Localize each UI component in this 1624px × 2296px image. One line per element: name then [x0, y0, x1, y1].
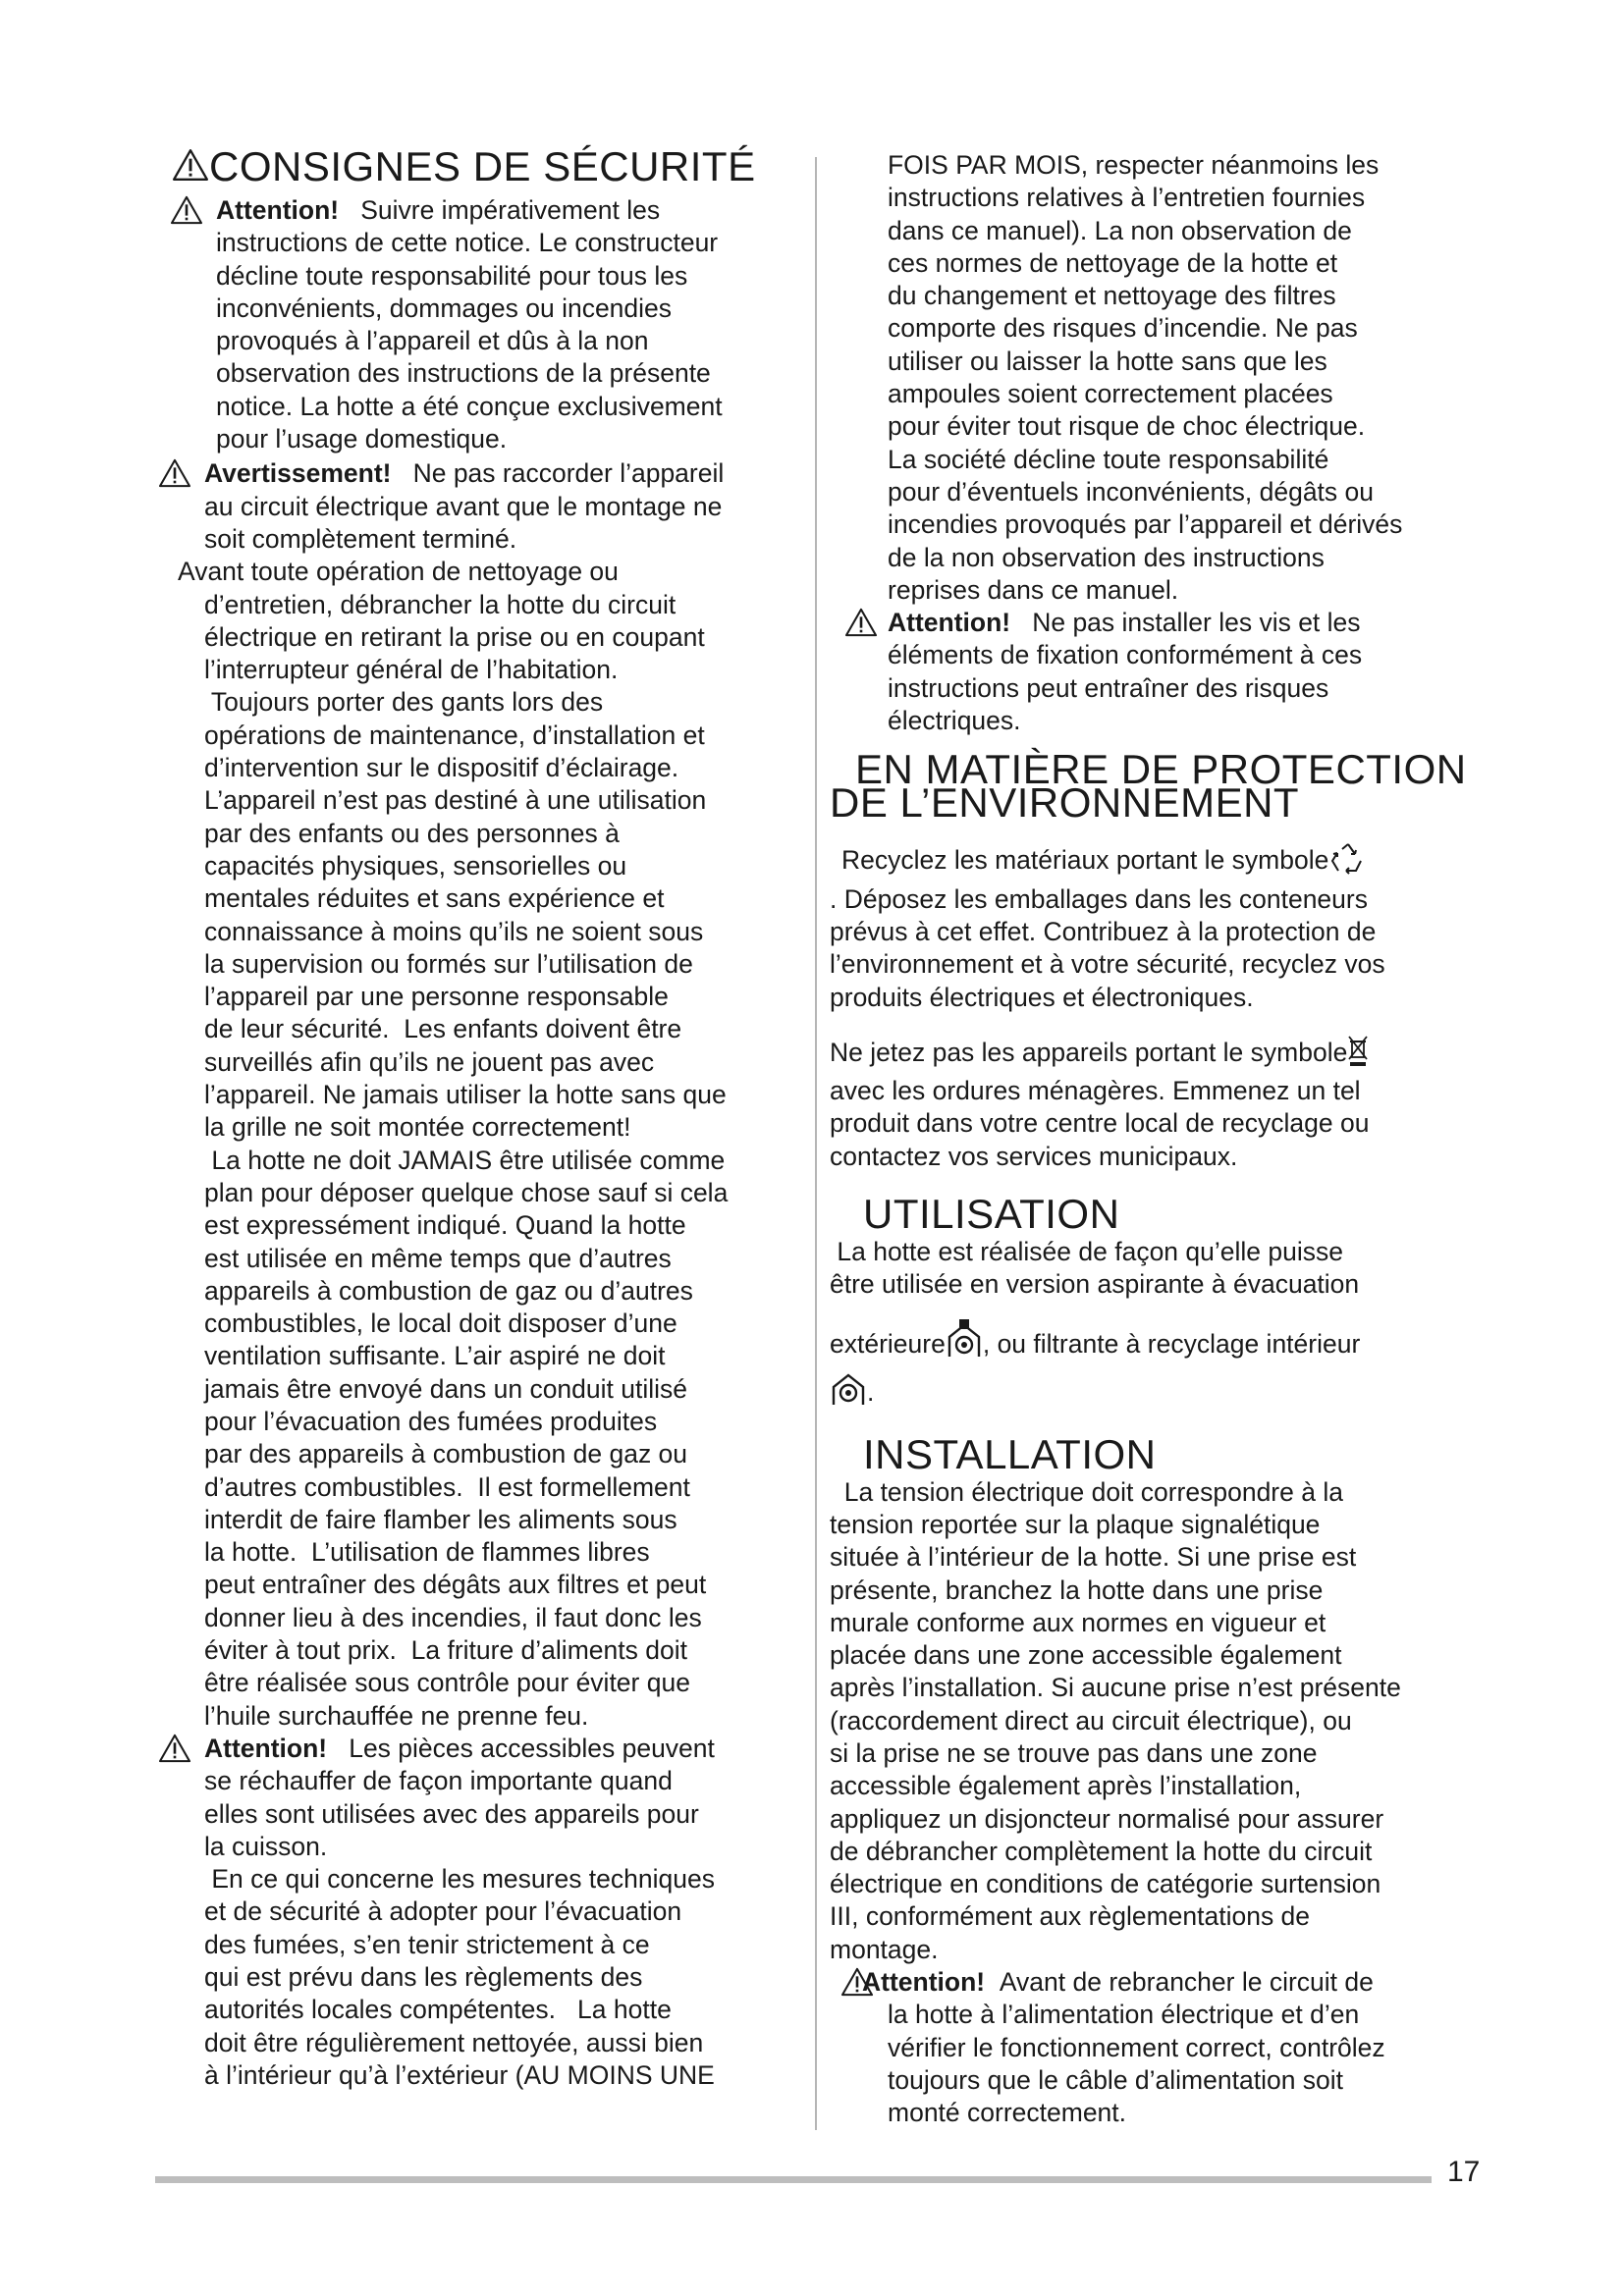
weee-bin-icon: [1347, 1034, 1369, 1075]
text-line: vérifier le fonctionnement correct, contrôlez: [888, 2032, 1385, 2062]
text-line: provoqués à l’appareil et dûs à la non: [216, 326, 649, 356]
text-line: doit être régulièrement nettoyée, aussi bien: [204, 2027, 704, 2057]
text-line: La tension électrique doit correspondre à la: [830, 1476, 1343, 1507]
text-line: électrique en retirant la prise ou en coupant: [204, 621, 705, 652]
text-line: Ne pas installer les vis et les: [1032, 608, 1361, 638]
text-line: présente, branchez la hotte dans une prise: [830, 1575, 1324, 1605]
text-line: la grille ne soit montée correctement!: [204, 1112, 631, 1143]
text-line: se réchauffer de façon importante quand: [204, 1766, 673, 1796]
text-line: comporte des risques d’incendie. Ne pas: [888, 313, 1358, 344]
text-line: reprises dans ce manuel.: [888, 574, 1179, 605]
text-line: pour l’évacuation des fumées produites: [204, 1406, 658, 1436]
text-line: avec les ordures ménagères. Emmenez un tel: [830, 1076, 1361, 1106]
text-line: est expressément indiqué. Quand la hotte: [204, 1210, 686, 1241]
text-line: l’appareil par une personne responsable: [204, 982, 669, 1012]
text-line: pour d’éventuels inconvénients, dégâts ou: [888, 476, 1375, 507]
text-line: d’autres combustibles. Il est formellement: [204, 1471, 690, 1502]
text-line: Avant toute opération de nettoyage ou: [178, 557, 619, 587]
text-line: La société décline toute responsabilité: [888, 444, 1329, 474]
text-line: est utilisée en même temps que d’autres: [204, 1243, 672, 1273]
text-line: placée dans une zone accessible également: [830, 1640, 1342, 1671]
page-number: 17: [1447, 2156, 1481, 2188]
attention-label: Attention!: [216, 195, 340, 225]
text-line: notice. La hotte a été conçue exclusivement: [216, 391, 723, 421]
text-line: pour l’usage domestique.: [216, 424, 508, 454]
text-line: ces normes de nettoyage de la hotte et: [888, 247, 1338, 278]
text-line: Les pièces accessibles peuvent: [349, 1733, 715, 1763]
text-line: mentales réduites et sans expérience et: [204, 883, 665, 914]
text-line: produit dans votre centre local de recyclage ou: [830, 1108, 1370, 1139]
text-line: la cuisson.: [204, 1831, 328, 1861]
text-line: être utilisée en version aspirante à évacuation: [830, 1269, 1360, 1300]
text-line: produits électriques et électroniques.: [830, 982, 1254, 1012]
text-line: En ce qui concerne les mesures techniques: [204, 1864, 715, 1895]
text-line: qui est prévu dans les règlements des: [204, 1962, 643, 1993]
safety-title-text: CONSIGNES DE SÉCURITÉ: [209, 143, 756, 189]
text-line: contactez vos services municipaux.: [830, 1141, 1238, 1171]
text-line: par des enfants ou des personnes à: [204, 818, 620, 848]
warning-icon: [172, 147, 209, 188]
text-line: du changement et nettoyage des filtres: [888, 281, 1336, 311]
text-line: Avant de rebrancher le circuit de: [999, 1967, 1374, 1998]
warning-icon: [157, 1734, 192, 1763]
text-line: la hotte. L’utilisation de flammes libres: [204, 1537, 650, 1568]
text-line: de leur sécurité. Les enfants doivent être: [204, 1014, 682, 1044]
text-line: surveillés afin qu’ils ne jouent pas avec: [204, 1046, 655, 1077]
text-line: des fumées, s’en tenir strictement à ce: [204, 1929, 650, 1959]
text-line: si la prise ne se trouve pas dans une zone: [830, 1737, 1318, 1768]
avertissement-block: [157, 457, 805, 556]
text-line: . Déposez les emballages dans les conteneurs: [830, 883, 1368, 914]
text-line: La hotte est réalisée de façon qu’elle puisse: [830, 1237, 1343, 1267]
installation-body: [830, 1476, 1497, 1966]
attention-label: Attention!: [888, 608, 1011, 638]
text-line: instructions relatives à l’entretien fournies: [888, 183, 1366, 213]
utilisation-title: UTILISATION: [863, 1191, 1120, 1238]
text-line: appliquez un disjoncteur normalisé pour assurer: [830, 1803, 1384, 1834]
text-line: éléments de fixation conformément à ces: [888, 640, 1363, 670]
text-line: l’huile surchauffée ne prenne feu.: [204, 1700, 589, 1731]
text-line: d’entretien, débrancher la hotte du circuit: [204, 589, 677, 619]
text-line: .: [867, 1376, 875, 1407]
text-line: incendies provoqués par l’appareil et dérivés: [888, 509, 1403, 540]
safety-body: [157, 589, 805, 1733]
text-line: peut entraîner des dégâts aux filtres et peut: [204, 1570, 707, 1600]
warning-icon: [169, 195, 204, 225]
text-line: appareils à combustion de gaz ou d’autres: [204, 1275, 693, 1306]
text-line: utiliser ou laisser la hotte sans que les: [888, 346, 1327, 376]
right-column: [830, 149, 1497, 2130]
text-line: observation des instructions de la présente: [216, 358, 711, 389]
text-line: , ou: [982, 1328, 1027, 1359]
text-line: à l’intérieur qu’à l’extérieur (AU MOINS UNE: [204, 2059, 715, 2090]
text-line: éviter à tout prix. La friture d’aliments doit: [204, 1635, 687, 1666]
text-line: III, conformément aux règlementations de: [830, 1901, 1311, 1932]
text-line: prévus à cet effet. Contribuez à la protection de: [830, 916, 1377, 946]
text-line: instructions de cette notice. Le constructeur: [216, 228, 719, 258]
text-line: La hotte ne doit JAMAIS être utilisée comme: [204, 1145, 726, 1175]
text-line: montage.: [830, 1934, 939, 1964]
text-line: connaissance à moins qu’ils ne soient sous: [204, 916, 704, 946]
text-line: capacités physiques, sensorielles ou: [204, 850, 627, 881]
text-line: électrique en conditions de catégorie surtension: [830, 1869, 1381, 1899]
text-line: monté correctement.: [888, 2098, 1127, 2128]
text-line: d’intervention sur le dispositif d’éclairage.: [204, 753, 679, 783]
text-line: Toujours porter des gants lors des: [204, 687, 604, 718]
text-line: située à l’intérieur de la hotte. Si une prise est: [830, 1542, 1357, 1573]
warning-icon: [839, 1967, 875, 1997]
attention-label: Attention!: [862, 1967, 986, 1998]
environment-body: [830, 841, 1497, 1173]
recycle-icon: [1328, 841, 1368, 882]
text-line: interdit de faire flamber les aliments sous: [204, 1504, 677, 1534]
text-line: être réalisée sous contrôle pour éviter que: [204, 1668, 690, 1698]
environment-title: [830, 746, 1497, 827]
text-line: de la non observation des instructions: [888, 542, 1325, 572]
attention-label: Attention!: [204, 1733, 328, 1763]
text-line: donner lieu à des incendies, il faut donc les: [204, 1602, 702, 1632]
text-line: filtrante à recyclage intérieur: [1026, 1328, 1361, 1359]
text-line: l’environnement et à votre sécurité, recyclez vos: [830, 949, 1385, 980]
text-line: L’appareil n’est pas destiné à une utilisation: [204, 785, 707, 816]
text-line: plan pour déposer quelque chose sauf si cela: [204, 1177, 729, 1207]
text-line: inconvénients, dommages ou incendies: [216, 293, 673, 323]
left-column: [157, 143, 805, 2092]
text-line: pour éviter tout risque de choc électrique.: [888, 411, 1366, 442]
safety-continued: [830, 149, 1497, 607]
text-line: ventilation suffisante. L’air aspiré ne doit: [204, 1341, 666, 1371]
safety-title: [172, 143, 805, 189]
recirculation-mode-icon: [830, 1371, 867, 1417]
text-line: l’interrupteur général de l’habitation.: [204, 655, 619, 685]
text-line: Ne jetez pas les appareils portant le symbole: [830, 1037, 1348, 1067]
text-line: instructions peut entraîner des risques: [888, 672, 1329, 703]
attention-block-3: [830, 607, 1497, 737]
text-line: électriques.: [888, 706, 1021, 736]
text-line: Suivre impérativement les: [360, 195, 661, 225]
attention-block-4: [830, 1966, 1497, 2129]
text-line: dans ce manuel). La non observation de: [888, 215, 1352, 245]
text-line: par des appareils à combustion de gaz ou: [204, 1439, 688, 1469]
text-line: soit complètement terminé.: [204, 523, 517, 554]
exhaust-mode-icon: [946, 1319, 983, 1371]
text-line: jamais être envoyé dans un conduit utilisé: [204, 1373, 688, 1404]
text-line: accessible également après l’installation,: [830, 1771, 1302, 1801]
utilisation-body: [830, 1236, 1497, 1417]
text-line: opérations de maintenance, d’installation et: [204, 720, 705, 750]
text-line: extérieure: [830, 1328, 946, 1359]
text-line: après l’installation. Si aucune prise n’est présente: [830, 1673, 1401, 1703]
text-line: Ne pas raccorder l’appareil: [412, 458, 725, 489]
warning-icon: [843, 608, 879, 637]
text-line: elles sont utilisées avec des appareils pour: [204, 1798, 699, 1829]
environment-title-line-1: EN MATIÈRE DE PROTECTION: [855, 746, 1467, 793]
text-line: et de sécurité à adopter pour l’évacuation: [204, 1896, 682, 1927]
attention-block-2: [157, 1733, 805, 2092]
text-line: toujours que le câble d’alimentation soit: [888, 2064, 1344, 2095]
footer-rule: [155, 2176, 1432, 2183]
column-divider: [815, 157, 817, 2130]
text-line: combustibles, le local doit disposer d’une: [204, 1308, 677, 1339]
environment-title-line-2: DE L’ENVIRONNEMENT: [830, 779, 1300, 827]
attention-block-1: [169, 194, 805, 455]
text-line: autorités locales compétentes. La hotte: [204, 1995, 672, 2025]
text-line: au circuit électrique avant que le montage ne: [204, 491, 723, 521]
text-line: décline toute responsabilité pour tous les: [216, 260, 688, 291]
text-line: murale conforme aux normes en vigueur et: [830, 1607, 1326, 1637]
text-line: FOIS PAR MOIS, respecter néanmoins les: [888, 150, 1380, 180]
text-line: (raccordement direct au circuit électrique), ou: [830, 1705, 1352, 1735]
text-line: ampoules soient correctement placées: [888, 379, 1333, 409]
text-line: l’appareil. Ne jamais utiliser la hotte sans que: [204, 1080, 727, 1110]
installation-title: INSTALLATION: [863, 1430, 1157, 1477]
text-line: la supervision ou formés sur l’utilisation de: [204, 948, 693, 979]
text-line: Recyclez les matériaux portant le symbole: [841, 845, 1329, 876]
text-line: de débrancher complètement la hotte du circuit: [830, 1836, 1373, 1866]
text-line: la hotte à l’alimentation électrique et d’en: [888, 2000, 1360, 2030]
avertissement-label: Avertissement!: [204, 458, 392, 489]
text-line: tension reportée sur la plaque signalétique: [830, 1509, 1321, 1539]
warning-icon: [157, 458, 192, 488]
